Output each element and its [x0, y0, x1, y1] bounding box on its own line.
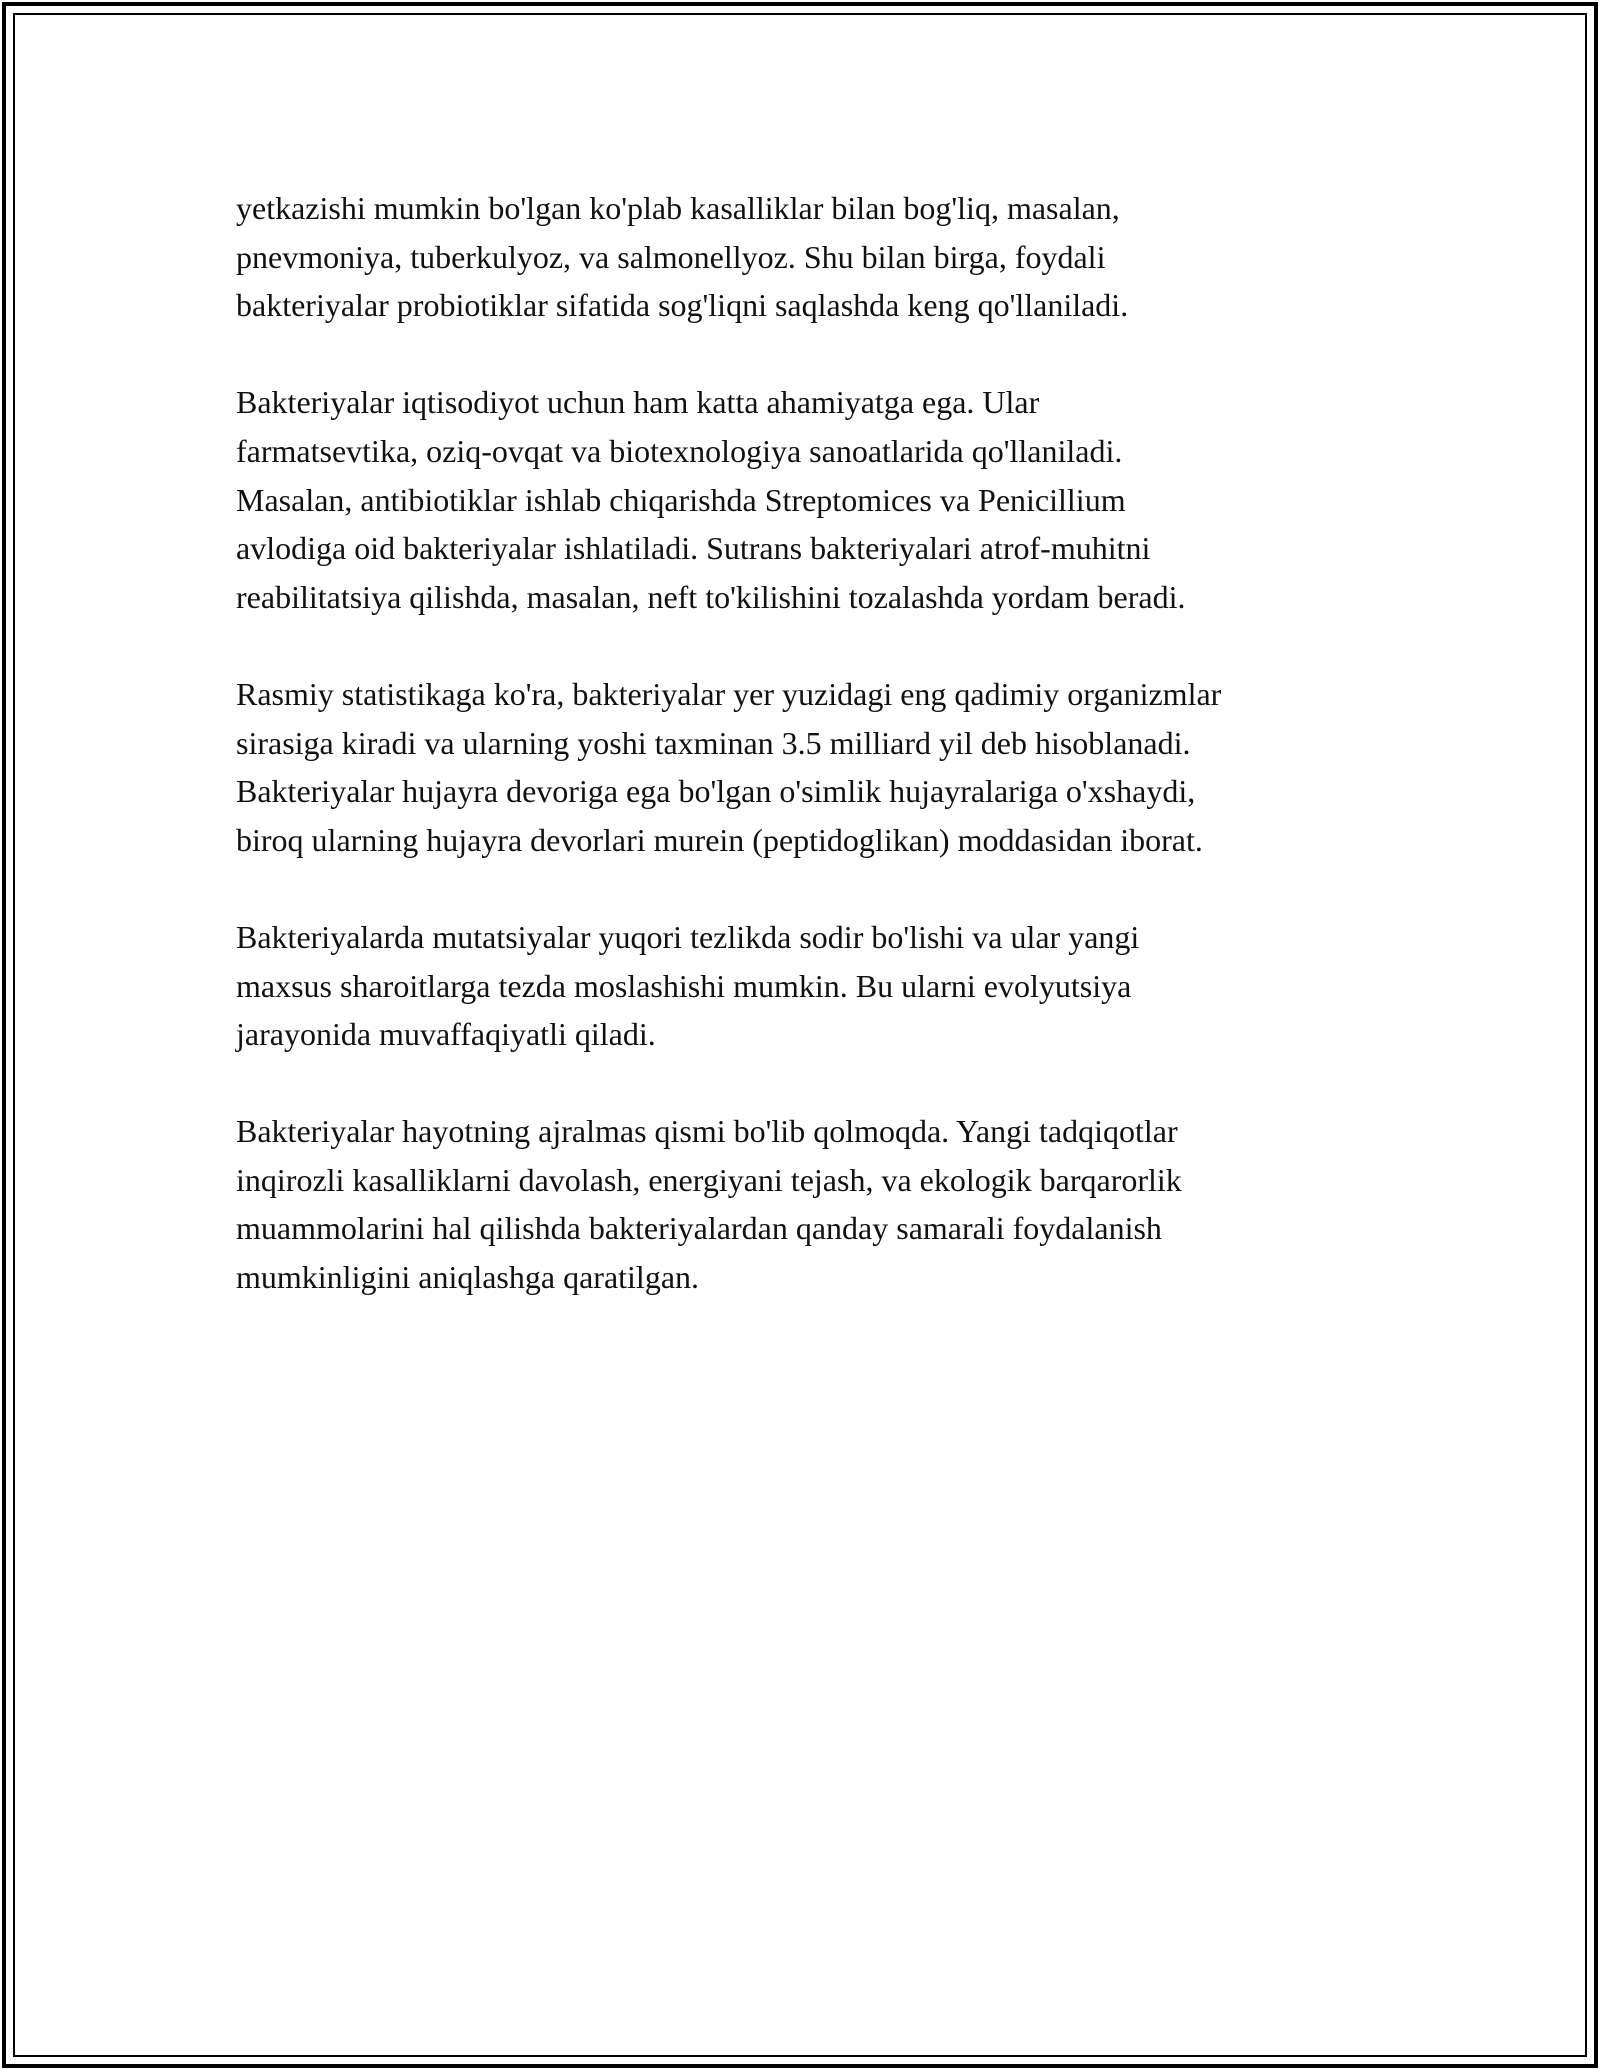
text-line: mumkinligini aniqlashga qaratilgan.: [236, 1259, 700, 1296]
paragraph-3: [236, 670, 1416, 864]
paragraph-4: [236, 913, 1416, 1059]
paragraph-5: [236, 1107, 1416, 1301]
text-line: jarayonida muvaffaqiyatli qiladi.: [236, 1016, 656, 1053]
text-line: Bakteriyalarda mutatsiyalar yuqori tezlikda sodir bo'lishi va ular yangi: [236, 918, 1140, 955]
text-line: avlodiga oid bakteriyalar ishlatiladi. Sutrans bakteriyalari atrof-muhitni: [236, 530, 1151, 567]
text-line: sirasiga kiradi va ularning yoshi taxminan 3.5 milliard yil deb hisoblanadi.: [236, 724, 1191, 761]
paragraph-2: [236, 378, 1416, 621]
text-line: farmatsevtika, oziq-ovqat va biotexnologiya sanoatlarida qo'llaniladi.: [236, 432, 1123, 469]
text-line: inqirozli kasalliklarni davolash, energiyani tejash, va ekologik barqarorlik: [236, 1161, 1182, 1198]
text-line: reabilitatsiya qilishda, masalan, neft to'kilishini tozalashda yordam beradi.: [236, 578, 1186, 615]
text-line: Masalan, antibiotiklar ishlab chiqarishda Streptomices va Penicillium: [236, 481, 1126, 518]
document-body: [236, 184, 1416, 1350]
text-line: Rasmiy statistikaga ko'ra, bakteriyalar yer yuzidagi eng qadimiy organizmlar: [236, 675, 1222, 712]
text-line: pnevmoniya, tuberkulyoz, va salmonellyoz. Shu bilan birga, foydali: [236, 238, 1106, 275]
text-line: biroq ularning hujayra devorlari murein (peptidoglikan) moddasidan iborat.: [236, 821, 1203, 858]
paragraph-1: [236, 184, 1416, 330]
text-line: muammolarini hal qilishda bakteriyalardan qanday samarali foydalanish: [236, 1210, 1162, 1247]
text-line: Bakteriyalar iqtisodiyot uchun ham katta ahamiyatga ega. Ular: [236, 384, 1040, 421]
text-line: bakteriyalar probiotiklar sifatida sog'liqni saqlashda keng qo'llaniladi.: [236, 287, 1129, 324]
text-line: Bakteriyalar hujayra devoriga ega bo'lgan o'simlik hujayralariga o'xshaydi,: [236, 773, 1196, 810]
text-line: maxsus sharoitlarga tezda moslashishi mumkin. Bu ularni evolyutsiya: [236, 967, 1132, 1004]
text-line: yetkazishi mumkin bo'lgan ko'plab kasalliklar bilan bog'liq, masalan,: [236, 190, 1120, 226]
text-line: Bakteriyalar hayotning ajralmas qismi bo'lib qolmoqda. Yangi tadqiqotlar: [236, 1113, 1178, 1150]
